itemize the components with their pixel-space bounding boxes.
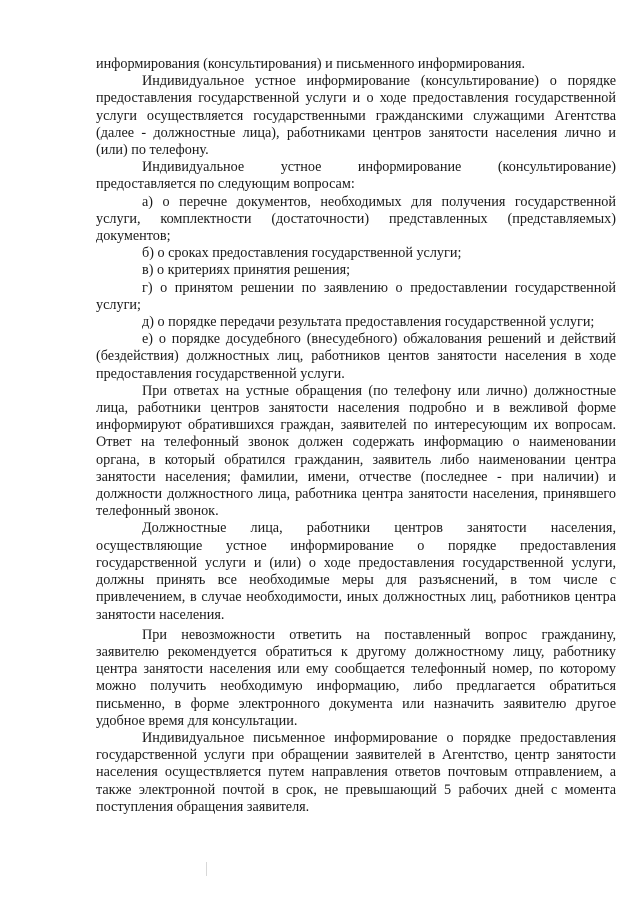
paragraph-officials-measures: Должностные лица, работники центров занятости населения, осуществляющие устное информирование о порядке предоставления государственной услуги и (или) о ходе предоставления государственной услуги, должны принять все необходимые меры для разъяснений, в том числе с привлечением, в случае необходимости, иных должностных лиц, работников центра занятости населения.	[96, 520, 616, 623]
list-item-g: г) о принятом решении по заявлению о предоставлении государственной услуги;	[96, 279, 616, 313]
list-item-v: в) о критериях принятия решения;	[142, 262, 351, 279]
scan-artifact	[206, 862, 207, 876]
list-item-e: е) о порядке досудебного (внесудебного) обжалования решений и действий (бездействия) должностных лиц, работников центов занятости населения в ходе предоставления государственной услуги.	[96, 331, 616, 382]
paragraph-unable-to-answer: При невозможности ответить на поставленный вопрос гражданину, заявителю рекомендуется обратиться к другому должностному лицу, работнику центра занятости населения или ему сообщается телефонный номер, по которому можно получить необходимую информацию, либо предлагается обратиться письменно, в форме электронного документа или назначить заявителю другое удобное время для консультации.	[96, 626, 616, 729]
document-page	[96, 56, 616, 816]
list-item-b: б) о сроках предоставления государственной услуги;	[142, 245, 462, 262]
paragraph-continuation: информирования (консультирования) и письменного информирования.	[96, 56, 526, 72]
paragraph-oral-answers: При ответах на устные обращения (по телефону или лично) должностные лица, работники центров занятости населения подробно и в вежливой форме информируют обратившихся граждан, заявителей по интересующим их вопросам. Ответ на телефонный звонок должен содержать информацию о наименовании органа, в который обратился гражданин, заявитель либо наименовании центра занятости населения; фамилии, имени, отчестве (последнее - при наличии) и должности должностного лица, работника центра занятости населения, принявшего телефонный звонок.	[96, 382, 616, 520]
list-item-a: а) о перечне документов, необходимых для получения государственной услуги, комплектности (достаточности) представленных (представляемых) документов;	[96, 193, 616, 245]
list-item-d: д) о порядке передачи результата предоставления государственной услуги;	[142, 314, 595, 331]
paragraph-oral-info-who: Индивидуальное устное информирование (консультирование) о порядке предоставления государственной услуги и о ходе предоставления государственной услуги осуществляется государственными гражданскими служащими Агентства (далее - должностные лица), работниками центров занятости населения лично и (или) по телефону.	[96, 73, 616, 159]
paragraph-written-info: Индивидуальное письменное информирование о порядке предоставления государственной услуги при обращении заявителей в Агентство, центр занятости населения осуществляется путем направления ответов почтовым отправлением, а также электронной почтой в срок, не превышающий 5 рабочих дней с момента поступления обращения заявителя.	[96, 729, 616, 815]
paragraph-oral-info-topics: Индивидуальное устное информирование (консультирование) предоставляется по следующим вопросам:	[96, 159, 616, 193]
